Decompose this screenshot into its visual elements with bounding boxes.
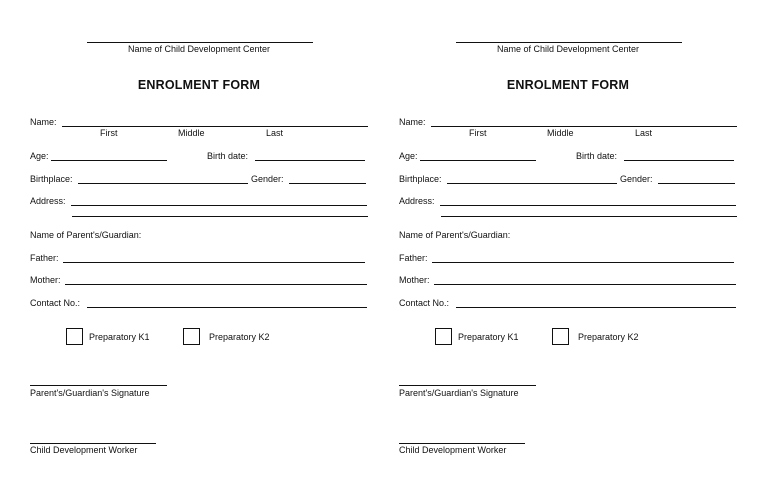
address-field-line-2[interactable] [441, 216, 737, 217]
preparatory-k2-checkbox[interactable] [552, 328, 569, 345]
center-name-label: Name of Child Development Center [496, 44, 640, 54]
signature-label: Parent's/Guardian's Signature [30, 388, 150, 398]
form-title: ENROLMENT FORM [137, 78, 261, 92]
name-label: Name: [399, 117, 426, 127]
gender-field[interactable] [289, 183, 366, 184]
birthplace-field[interactable] [78, 183, 248, 184]
preparatory-k1-label: Preparatory K1 [89, 332, 150, 342]
worker-line[interactable] [30, 443, 156, 444]
birthplace-label: Birthplace: [30, 174, 73, 184]
mother-field[interactable] [65, 284, 367, 285]
center-name-line[interactable] [456, 42, 682, 43]
worker-line[interactable] [399, 443, 525, 444]
name-first-caption: First [469, 128, 487, 138]
contact-field[interactable] [456, 307, 736, 308]
preparatory-k2-checkbox[interactable] [183, 328, 200, 345]
birthdate-label: Birth date: [576, 151, 618, 161]
name-middle-caption: Middle [178, 128, 205, 138]
father-label: Father: [30, 253, 59, 263]
birthplace-field[interactable] [447, 183, 617, 184]
preparatory-k2-label: Preparatory K2 [578, 332, 639, 342]
signature-line[interactable] [30, 385, 167, 386]
signature-line[interactable] [399, 385, 536, 386]
age-label: Age: [399, 151, 418, 161]
worker-label: Child Development Worker [399, 445, 507, 455]
gender-label: Gender: [251, 174, 284, 184]
name-first-caption: First [100, 128, 118, 138]
enrolment-form-left [29, 0, 369, 503]
signature-label: Parent's/Guardian's Signature [399, 388, 519, 398]
contact-label: Contact No.: [30, 298, 81, 308]
mother-field[interactable] [434, 284, 736, 285]
center-name-label: Name of Child Development Center [127, 44, 271, 54]
name-field[interactable] [62, 126, 368, 127]
address-label: Address: [399, 196, 435, 206]
mother-label: Mother: [399, 275, 430, 285]
parents-heading: Name of Parent's/Guardian: [30, 230, 142, 240]
father-label: Father: [399, 253, 428, 263]
father-field[interactable] [432, 262, 734, 263]
contact-label: Contact No.: [399, 298, 450, 308]
mother-label: Mother: [30, 275, 61, 285]
center-name-line[interactable] [87, 42, 313, 43]
name-label: Name: [30, 117, 57, 127]
birthdate-field[interactable] [255, 160, 365, 161]
birthdate-label: Birth date: [207, 151, 249, 161]
name-last-caption: Last [266, 128, 284, 138]
preparatory-k2-label: Preparatory K2 [209, 332, 270, 342]
father-field[interactable] [63, 262, 365, 263]
age-field[interactable] [51, 160, 167, 161]
preparatory-k1-checkbox[interactable] [435, 328, 452, 345]
preparatory-k1-label: Preparatory K1 [458, 332, 519, 342]
birthdate-field[interactable] [624, 160, 734, 161]
gender-field[interactable] [658, 183, 735, 184]
name-field[interactable] [431, 126, 737, 127]
address-label: Address: [30, 196, 66, 206]
address-field-line-1[interactable] [440, 205, 736, 206]
birthplace-label: Birthplace: [399, 174, 442, 184]
age-field[interactable] [420, 160, 536, 161]
age-label: Age: [30, 151, 49, 161]
form-title: ENROLMENT FORM [506, 78, 630, 92]
name-middle-caption: Middle [547, 128, 574, 138]
enrolment-form-right [398, 0, 738, 503]
address-field-line-1[interactable] [71, 205, 367, 206]
gender-label: Gender: [620, 174, 653, 184]
parents-heading: Name of Parent's/Guardian: [399, 230, 511, 240]
preparatory-k1-checkbox[interactable] [66, 328, 83, 345]
worker-label: Child Development Worker [30, 445, 138, 455]
name-last-caption: Last [635, 128, 653, 138]
contact-field[interactable] [87, 307, 367, 308]
address-field-line-2[interactable] [72, 216, 368, 217]
